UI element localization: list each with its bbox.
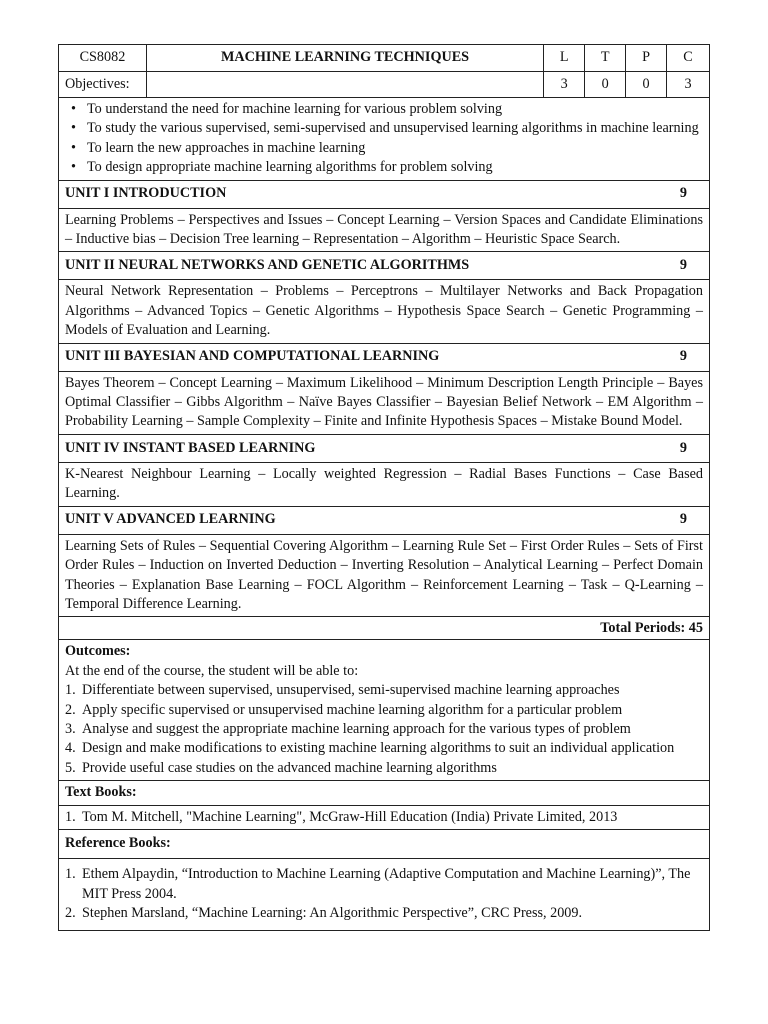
outcome-item: 4. Design and make modifications to existing machine learning algorithms to suit an individual application — [65, 740, 675, 757]
outcomes-intro: At the end of the course, the student will be able to: — [65, 662, 359, 679]
reference-books-heading: Reference Books: — [59, 830, 709, 859]
syllabus-table — [58, 44, 710, 931]
unit-4-heading — [59, 435, 709, 463]
unit-1-content: Learning Problems – Perspectives and Issues – Concept Learning – Version Spaces and Candidate Eliminations – Inductive bias – Decision Tree learning – Representation – Algorithm – Heuristic Space Search. — [59, 209, 709, 253]
bullet-icon: • — [71, 120, 76, 137]
value-l: 3 — [544, 72, 585, 97]
unit-1-heading — [59, 181, 709, 209]
unit-hours: 9 — [679, 439, 687, 456]
unit-2-heading — [59, 252, 709, 280]
unit-title: UNIT IV INSTANT BASED LEARNING — [65, 439, 316, 456]
course-title: MACHINE LEARNING TECHNIQUES — [147, 45, 544, 71]
unit-4-content: K-Nearest Neighbour Learning – Locally weighted Regression – Radial Bases Functions – Case Based Learning. — [59, 463, 709, 507]
unit-hours: 9 — [679, 348, 687, 365]
unit-title: UNIT I INTRODUCTION — [65, 185, 227, 202]
unit-hours: 9 — [679, 185, 687, 202]
bullet-icon: • — [71, 139, 76, 156]
text-books-section — [59, 806, 709, 830]
outcome-item: 1. Differentiate between supervised, unsupervised, semi-supervised machine learning approaches — [65, 682, 620, 699]
outcome-item: 2. Apply specific supervised or unsupervised machine learning algorithm for a particular problem — [65, 701, 623, 718]
bullet-icon: • — [71, 101, 76, 117]
bullet-icon: • — [71, 159, 76, 176]
reference-book-item: 2. Stephen Marsland, “Machine Learning: An Algorithmic Perspective”, CRC Press, 2009. — [65, 905, 583, 922]
unit-5-heading — [59, 507, 709, 535]
objectives-list — [65, 100, 703, 178]
objective-item: • To study the various supervised, semi-supervised and unsupervised learning algorithms in machine learning — [65, 119, 703, 138]
text-book-item: 1. Tom M. Mitchell, "Machine Learning", McGraw-Hill Education (India) Private Limited, 2013 — [65, 808, 618, 825]
outcome-item: 5. Provide useful case studies on the advanced machine learning algorithms — [65, 759, 497, 776]
text-books-list — [65, 808, 703, 827]
text-books-heading: Text Books: — [59, 781, 709, 805]
reference-books-list — [65, 865, 703, 923]
label-p: P — [626, 45, 667, 71]
outcomes-section — [59, 640, 709, 781]
value-c: 3 — [684, 75, 692, 92]
unit-title: UNIT V ADVANCED LEARNING — [65, 511, 276, 528]
outcome-item: 3. Analyse and suggest the appropriate machine learning approach for the various types of problem — [65, 720, 631, 737]
label-t: T — [585, 45, 626, 71]
unit-title: UNIT III BAYESIAN AND COMPUTATIONAL LEARNING — [65, 348, 440, 365]
reference-books-section — [59, 859, 709, 929]
label-c: C — [683, 49, 693, 66]
course-code: CS8082 — [59, 45, 147, 71]
value-p: 0 — [626, 72, 667, 97]
unit-3-heading — [59, 344, 709, 372]
unit-hours: 9 — [679, 511, 687, 528]
unit-5-content: Learning Sets of Rules – Sequential Covering Algorithm – Learning Rule Set – First Order Rules – Sets of First Order Rules – Induction on Inverted Deduction – Inverting Resolution – Analytical Learning – Perfect Domain Theories – Explanation Base Learning – FOCL Algorithm – Reinforcement Learning – Task – Q-Learning – Temporal Difference Learning. — [59, 535, 709, 618]
objectives-label: Objectives: — [59, 72, 147, 97]
value-t: 0 — [585, 72, 626, 97]
header-row — [59, 45, 709, 72]
objective-item: • To learn the new approaches in machine learning — [65, 139, 703, 158]
unit-2-content: Neural Network Representation – Problems – Perceptrons – Multilayer Networks and Back Propagation Algorithms – Advanced Topics – Genetic Algorithms – Hypothesis Space Search – Genetic Programming – Models of Evaluation and Learning. — [59, 280, 709, 343]
outcomes-list — [65, 681, 703, 778]
unit-title: UNIT II NEURAL NETWORKS AND GENETIC ALGORITHMS — [65, 257, 470, 274]
label-l: L — [544, 45, 585, 71]
outcomes-heading: Outcomes: — [65, 643, 131, 660]
unit-hours: 9 — [679, 257, 687, 274]
objectives-row — [59, 72, 709, 98]
reference-book-item: 1. Ethem Alpaydin, “Introduction to Machine Learning (Adaptive Computation and Machine Learning)”, The MIT Press 2004. — [65, 866, 691, 902]
objectives-blank — [147, 72, 544, 97]
unit-3-content: Bayes Theorem – Concept Learning – Maximum Likelihood – Minimum Description Length Principle – Bayes Optimal Classifier – Gibbs Algorithm – Naïve Bayes Classifier – Bayesian Belief Network – EM Algorithm – Probability Learning – Sample Complexity – Finite and Infinite Hypothesis Spaces – Mistake Bound Model. — [59, 372, 709, 435]
objectives-list-row — [59, 98, 709, 181]
objective-item: • To design appropriate machine learning algorithms for problem solving — [65, 158, 703, 177]
total-periods: Total Periods: 45 — [59, 617, 709, 640]
objective-item: • To understand the need for machine learning for various problem solving — [65, 100, 703, 119]
